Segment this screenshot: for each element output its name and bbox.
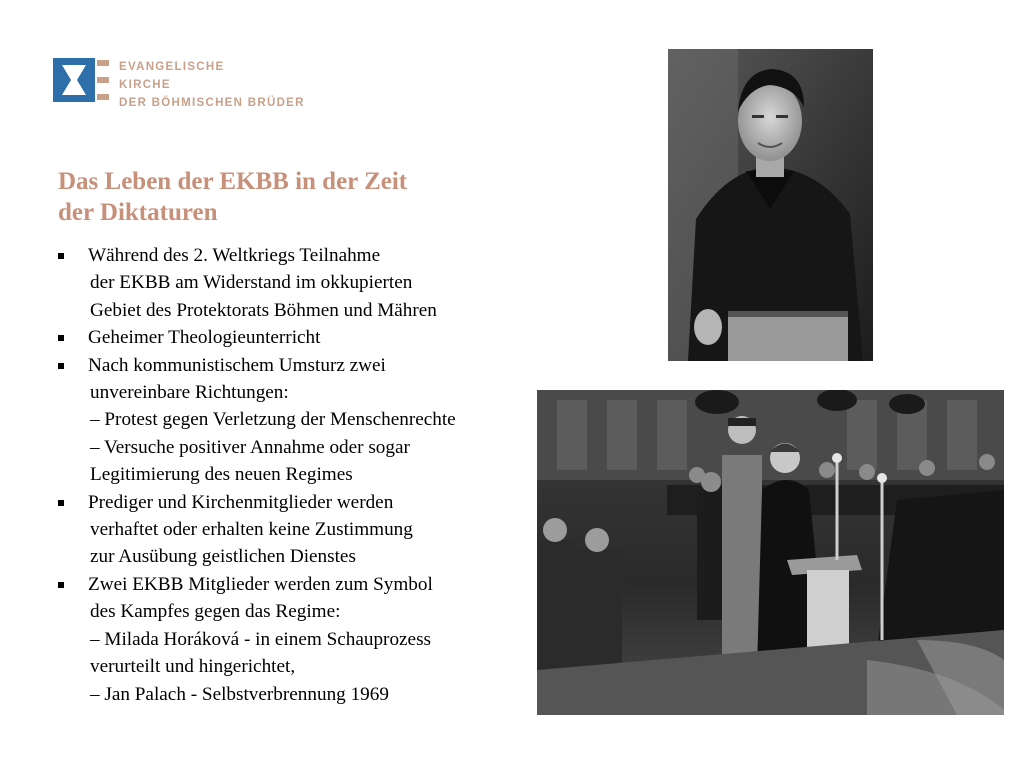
logo-line-3: DER BÖHMISCHEN BRÜDER — [119, 97, 305, 109]
bullet-item — [56, 324, 536, 351]
bullet-line: Während des 2. Weltkriegs Teilnahme — [88, 245, 381, 266]
bullet-line: Nach kommunistischem Umsturz zwei — [88, 354, 386, 376]
logo-wordmark — [119, 58, 305, 112]
bullet-line: – Milada Horáková - in einem Schauprozess — [90, 628, 432, 650]
bullet-line: Legitimierung des neuen Regimes — [90, 464, 353, 486]
bullet-line: der EKBB am Widerstand im okkupierten — [90, 272, 413, 294]
square-bullet-icon — [58, 335, 64, 341]
logo-line-1: EVANGELISCHE — [119, 61, 225, 73]
bullet-line: Zwei EKBB Mitglieder werden zum Symbol — [88, 573, 433, 595]
slide-title — [58, 166, 407, 228]
bullet-line: – Jan Palach - Selbstverbrennung 1969 — [90, 683, 389, 705]
bullet-line: unvereinbare Richtungen: — [90, 382, 289, 404]
church-logo — [53, 58, 353, 109]
logo-line-2: KIRCHE — [119, 79, 171, 91]
portrait-photo — [668, 49, 873, 361]
bullet-line: – Protest gegen Verletzung der Menschenrechte — [90, 409, 456, 431]
square-bullet-icon — [58, 500, 64, 506]
bullet-item — [56, 242, 536, 324]
title-line-2: der Diktaturen — [58, 199, 218, 226]
square-bullet-icon — [58, 253, 64, 259]
bullet-line: verurteilt und hingerichtet, — [90, 656, 296, 678]
bullet-line: des Kampfes gegen das Regime: — [90, 601, 341, 623]
courtroom-trial-photo — [537, 390, 1004, 715]
title-line-1: Das Leben der EKBB in der Zeit — [58, 168, 408, 195]
square-bullet-icon — [58, 363, 64, 369]
bullet-line: Geheimer Theologieunterricht — [88, 327, 321, 349]
bullet-line: verhaftet oder erhalten keine Zustimmung — [90, 519, 413, 541]
square-bullet-icon — [58, 582, 64, 588]
bullet-list — [56, 242, 536, 708]
bullet-line: Gebiet des Protektorats Böhmen und Mähren — [90, 299, 437, 321]
bullet-line: Prediger und Kirchenmitglieder werden — [88, 491, 394, 513]
bullet-line: – Versuche positiver Annahme oder sogar — [90, 436, 410, 458]
bullet-line: zur Ausübung geistlichen Dienstes — [90, 546, 356, 568]
bullet-item — [56, 352, 536, 489]
hourglass-logo-icon — [53, 58, 109, 102]
bullet-item — [56, 571, 536, 708]
bullet-item — [56, 489, 536, 571]
